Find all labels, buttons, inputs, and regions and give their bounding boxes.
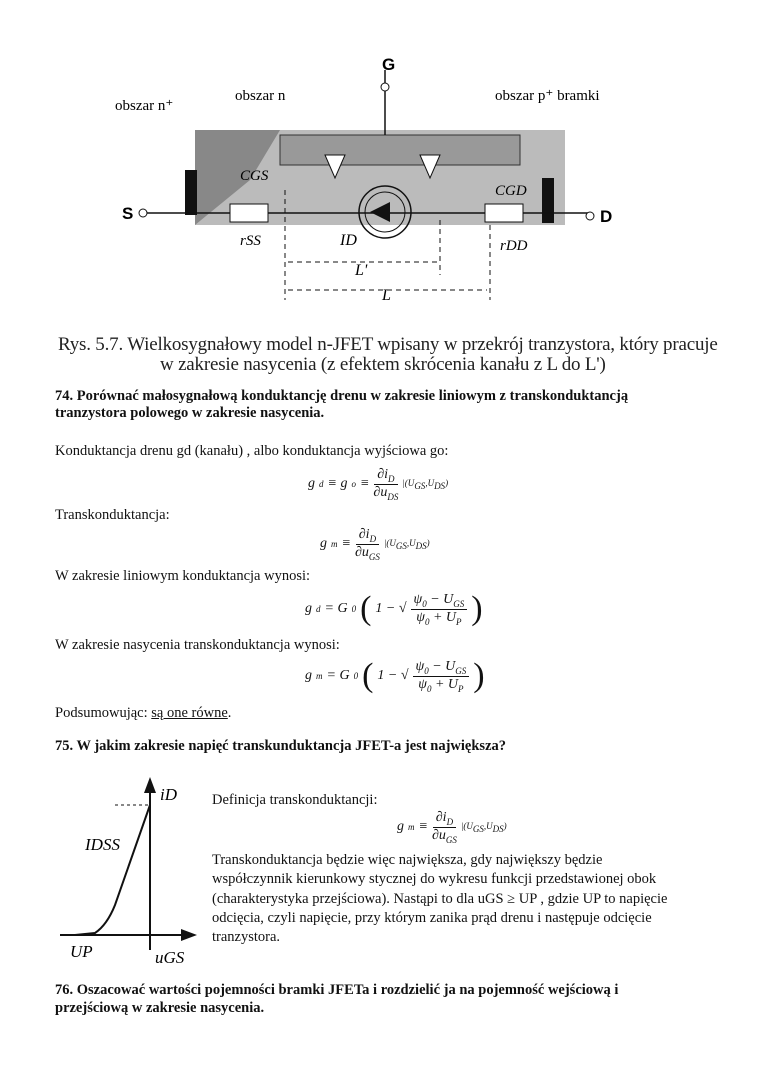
equation-gd-linear: g d = G 0 ( 1 − √ $\frac{\psi_0 - U_{GS}}{\psi_0 + U_P}$ ): [305, 590, 483, 627]
q74-p4: W zakresie nasycenia transkonduktancja wynosi:: [55, 637, 340, 653]
rdd-resistor: [485, 204, 523, 222]
label-g: G: [382, 55, 396, 74]
transfer-curve: [75, 805, 150, 935]
figure-caption-line2: w zakresie nasycenia (z efektem skrócenia kanału z L do L'): [160, 354, 606, 375]
x-axis-label: uGS: [155, 948, 185, 967]
label-rss: rSS: [240, 233, 261, 249]
q76-title-line1: 76. Oszacować wartości pojemności bramki JFETa i rozdzielić ja na pojemność wejściową i: [55, 982, 619, 998]
label-p-plus: obszar p⁺ bramki: [495, 88, 600, 104]
gate-region: [280, 135, 520, 165]
q75-line: (charakterystyka przejściowa). Nastąpi to dla uGS ≥ UP , gdzie UP to napięcie: [212, 890, 668, 907]
idss-label: IDSS: [85, 835, 120, 854]
label-n: obszar n: [235, 88, 286, 104]
q74-p1: Konduktancja drenu gd (kanału) , albo konduktancja wyjściowa go:: [55, 443, 449, 459]
jfet-cross-section-figure: [100, 50, 680, 310]
q75-line: Transkonduktancja będzie więc największa, gdy największy będzie: [212, 852, 603, 868]
source-contact: [185, 170, 197, 215]
label-l: L: [382, 287, 391, 304]
q74-p2: Transkonduktancja:: [55, 507, 170, 523]
label-cgd: CGD: [495, 183, 527, 199]
drain-contact: [542, 178, 554, 223]
q75-definition: Definicja transkonduktancji:: [212, 792, 378, 808]
label-n-plus: obszar n⁺: [115, 98, 174, 114]
label-s: S: [122, 204, 134, 223]
equation-gd-go: g d ≡ g o ≡ $\frac{\partial i_D}{\partial u_{DS}}$ $|(U_{GS},U_{DS})$: [308, 467, 449, 502]
q74-summary: [55, 705, 231, 722]
equation-gm-1: g m ≡ $\frac{\partial i_D}{\partial u_{GS}}$ $|(U_{GS},U_{DS})$: [320, 527, 430, 562]
q75-explanation: [212, 851, 667, 947]
summary-answer: są one równe: [151, 705, 228, 721]
y-axis-label: iD: [160, 785, 177, 804]
transfer-characteristic-graph: [55, 775, 205, 970]
q74-p3: W zakresie liniowym konduktancja wynosi:: [55, 568, 311, 584]
q75-line: tranzystora.: [212, 929, 281, 946]
q74-title-line1: 74. Porównać małosygnałową konduktancję drenu w zakresie liniowym z transkonduktancją: [55, 388, 629, 404]
up-label: UP: [70, 942, 93, 961]
label-rdd: rDD: [500, 238, 528, 254]
label-l-prime: L': [355, 262, 368, 279]
rss-resistor: [230, 204, 268, 222]
summary-prefix: Podsumowując:: [55, 705, 152, 721]
q75-line: współczynnik kierunkowy stycznej do wykresu funkcji przedstawionej obok: [212, 871, 657, 888]
figure-caption-line1: Rys. 5.7. Wielkosygnałowy model n-JFET wpisany w przekrój tranzystora, który pracuje: [58, 334, 718, 355]
label-id: ID: [340, 232, 357, 249]
equation-gm-saturation: g m = G 0 ( 1 − √ $\frac{\psi_0 - U_{GS}}{\psi_0 + U_P}$ ): [305, 657, 485, 694]
q75-line: odcięcia, czyli napięcie, przy którym zanika prąd drenu i następuje odcięcie: [212, 909, 652, 926]
equation-gm-2: g m ≡ $\frac{\partial i_D}{\partial u_{GS}}$ $|(U_{GS},U_{DS})$: [397, 810, 507, 845]
q75-title: 75. W jakim zakresie napięć transkunduktancja JFET-a jest największa?: [55, 738, 507, 754]
q74-title-line2: tranzystora polowego w zakresie nasycenia.: [55, 405, 325, 421]
label-d: D: [600, 207, 613, 226]
label-cgs: CGS: [240, 168, 269, 184]
q76-title-line2: przejściową w zakresie nasycenia.: [55, 1000, 265, 1016]
summary-suffix: .: [227, 705, 232, 721]
